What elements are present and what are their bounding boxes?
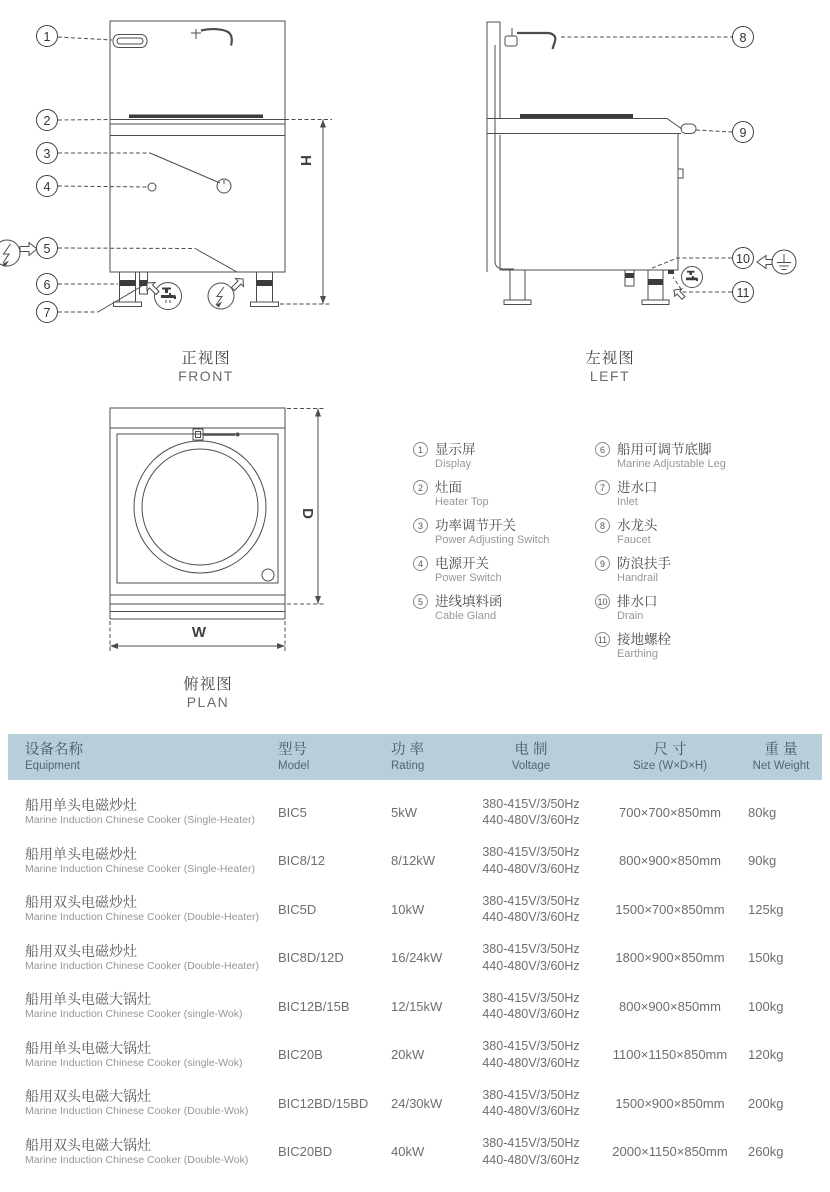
equipment-name-cn: 船用双头电磁炒灶 xyxy=(25,942,137,959)
header-rating-cn: 功 率 xyxy=(391,742,425,758)
voltage-line-2: 440-480V/3/60Hz xyxy=(482,1104,580,1119)
plan-title-cn: 俯视图 xyxy=(183,676,233,693)
legend-item xyxy=(595,555,780,586)
display-glyph xyxy=(113,35,147,48)
table-row xyxy=(25,885,822,934)
equipment-cell xyxy=(25,1088,270,1118)
legend-number: 11 xyxy=(595,632,610,647)
weight-cell: 260kg xyxy=(748,1144,784,1160)
model-cell: BIC5 xyxy=(278,804,307,820)
header-model xyxy=(270,741,382,773)
front-title-en: FRONT xyxy=(178,368,234,384)
legend-item xyxy=(413,555,598,586)
legend-number: 4 xyxy=(413,556,428,571)
legend-label-en: Inlet xyxy=(617,496,638,508)
front-view-drawing xyxy=(0,0,415,345)
header-voltage-en: Voltage xyxy=(511,760,551,772)
weight-cell: 125kg xyxy=(748,901,784,917)
voltage-line-1: 380-415V/3/50Hz xyxy=(482,796,580,811)
legend-label-cn: 灶面 xyxy=(435,480,462,495)
lightning-icon xyxy=(208,279,244,310)
legend-label-en: Faucet xyxy=(617,534,651,546)
voltage-line-1: 380-415V/3/50Hz xyxy=(482,893,580,908)
header-model-en: Model xyxy=(278,760,310,772)
wok-opening xyxy=(134,441,266,573)
legend-label-cn: 排水口 xyxy=(617,594,658,609)
faucet-glyph xyxy=(505,28,555,49)
plan-title-en: PLAN xyxy=(186,694,230,710)
rating-cell: 40kW xyxy=(391,1144,425,1160)
legend-label-cn: 电源开关 xyxy=(435,556,489,571)
header-weight xyxy=(740,741,822,773)
legend-label-cn: 水龙头 xyxy=(617,518,658,533)
equipment-name-cn: 船用单头电磁炒灶 xyxy=(25,845,137,862)
header-weight-en: Net Weight xyxy=(752,760,810,772)
legend-label-en: Heater Top xyxy=(435,496,489,508)
plan-view-drawing xyxy=(60,395,360,665)
voltage-line-1: 380-415V/3/50Hz xyxy=(482,1039,580,1054)
header-size-cn: 尺 寸 xyxy=(653,742,687,758)
legend-column-right xyxy=(595,441,780,669)
table-row xyxy=(25,1128,822,1177)
model-cell: BIC12B/15B xyxy=(278,998,350,1014)
legend-label-cn: 显示屏 xyxy=(435,442,476,457)
weight-cell: 90kg xyxy=(748,853,777,869)
faucet-glyph xyxy=(191,29,232,46)
water-tap-icon xyxy=(147,283,182,310)
legend-label-cn: 船用可调节底脚 xyxy=(617,442,712,457)
callout-11: 11 xyxy=(732,281,754,303)
legend-number: 6 xyxy=(595,442,610,457)
model-cell: BIC20B xyxy=(278,1047,323,1063)
table-row xyxy=(25,1079,822,1128)
voltage-cell xyxy=(462,844,600,877)
rating-cell: 16/24kW xyxy=(391,950,443,966)
legend-item xyxy=(413,441,598,472)
legend-item xyxy=(595,479,780,510)
equipment-name-cn: 船用双头电磁大锅灶 xyxy=(25,1136,151,1153)
legend-number: 7 xyxy=(595,480,610,495)
size-cell: 1500×700×850mm xyxy=(615,901,725,917)
earthing-icon xyxy=(757,250,796,274)
header-rating xyxy=(382,741,462,773)
voltage-line-2: 440-480V/3/60Hz xyxy=(482,1007,580,1022)
header-size-en: Size (W×D×H) xyxy=(632,760,708,772)
voltage-cell xyxy=(462,796,600,829)
callout-6: 6 xyxy=(36,273,58,295)
legend-item xyxy=(595,517,780,548)
legend-item xyxy=(595,631,780,662)
legend-item xyxy=(413,593,598,624)
size-cell: 1100×1150×850mm xyxy=(612,1047,728,1063)
callout-5: 5 xyxy=(36,237,58,259)
equipment-cell xyxy=(25,846,270,876)
table-row xyxy=(25,788,822,837)
legend-item xyxy=(413,479,598,510)
header-weight-cn: 重 量 xyxy=(764,742,798,758)
equipment-name-cn: 船用单头电磁大锅灶 xyxy=(25,991,151,1008)
legend-label-en: Drain xyxy=(617,610,644,622)
callout-2: 2 xyxy=(36,109,58,131)
dim-label-w: W xyxy=(191,624,207,641)
equipment-cell xyxy=(25,894,270,924)
voltage-cell xyxy=(462,1135,600,1168)
equipment-name-cn: 船用双头电磁大锅灶 xyxy=(25,1088,151,1105)
weight-cell: 100kg xyxy=(748,998,784,1014)
voltage-cell xyxy=(462,893,600,926)
water-tap-icon xyxy=(674,267,703,300)
table-row xyxy=(25,934,822,983)
legend-number: 10 xyxy=(595,594,610,609)
header-rating-en: Rating xyxy=(391,760,425,772)
legend-item xyxy=(595,441,780,472)
voltage-cell xyxy=(462,1087,600,1120)
rating-cell: 5kW xyxy=(391,804,417,820)
rating-cell: 8/12kW xyxy=(391,853,436,869)
table-row xyxy=(25,1031,822,1080)
legend-item xyxy=(413,517,598,548)
legend-label-en: Power Switch xyxy=(435,572,502,584)
header-model-cn: 型号 xyxy=(278,742,307,758)
equipment-cell xyxy=(25,1137,270,1167)
callout-4: 4 xyxy=(36,175,58,197)
legend-number: 8 xyxy=(595,518,610,533)
model-cell: BIC12BD/15BD xyxy=(278,1095,369,1111)
plan-view-title xyxy=(143,675,273,711)
legend-number: 5 xyxy=(413,594,428,609)
legend-label-en: Cable Gland xyxy=(435,610,497,622)
header-size xyxy=(600,741,740,773)
equipment-cell xyxy=(25,797,270,827)
callout-10: 10 xyxy=(732,247,754,269)
legend-label-cn: 进线填料函 xyxy=(435,594,503,609)
voltage-cell xyxy=(462,1038,600,1071)
legend-label-en: Earthing xyxy=(617,648,658,660)
callout-3: 3 xyxy=(36,142,58,164)
legend-number: 2 xyxy=(413,480,428,495)
dim-label-h: H xyxy=(296,155,314,166)
equipment-name-en: Marine Induction Chinese Cooker (Double-Heater) xyxy=(25,959,260,972)
callout-1: 1 xyxy=(36,25,58,47)
voltage-line-1: 380-415V/3/50Hz xyxy=(482,942,580,957)
weight-cell: 80kg xyxy=(748,804,777,820)
legend-label-cn: 进水口 xyxy=(617,480,658,495)
voltage-line-2: 440-480V/3/60Hz xyxy=(482,910,580,925)
weight-cell: 120kg xyxy=(748,1047,784,1063)
equipment-cell xyxy=(25,943,270,973)
handrail-glyph xyxy=(681,124,696,134)
voltage-line-1: 380-415V/3/50Hz xyxy=(482,845,580,860)
left-view-drawing xyxy=(415,0,830,345)
rating-cell: 10kW xyxy=(391,901,425,917)
equipment-cell xyxy=(25,1040,270,1070)
callout-7: 7 xyxy=(36,301,58,323)
left-title-en: LEFT xyxy=(589,368,631,384)
voltage-line-2: 440-480V/3/60Hz xyxy=(482,1055,580,1070)
rating-cell: 20kW xyxy=(391,1047,425,1063)
legend-number: 9 xyxy=(595,556,610,571)
legend-label-en: Power Adjusting Switch xyxy=(435,534,550,546)
voltage-line-1: 380-415V/3/50Hz xyxy=(482,1087,580,1102)
dim-label-d: D xyxy=(298,508,316,519)
legend-label-cn: 接地螺栓 xyxy=(617,632,671,647)
weight-cell: 200kg xyxy=(748,1095,784,1111)
header-equipment-cn: 设备名称 xyxy=(25,742,83,758)
voltage-line-2: 440-480V/3/60Hz xyxy=(482,861,580,876)
lightning-icon xyxy=(0,240,37,267)
rating-cell: 12/15kW xyxy=(391,998,443,1014)
size-cell: 1500×900×850mm xyxy=(615,1095,725,1111)
header-equipment xyxy=(25,741,270,773)
header-equipment-en: Equipment xyxy=(25,760,80,772)
front-view-title xyxy=(141,349,271,385)
voltage-line-2: 440-480V/3/60Hz xyxy=(482,958,580,973)
equipment-name-cn: 船用单头电磁大锅灶 xyxy=(25,1039,151,1056)
weight-cell: 150kg xyxy=(748,950,784,966)
model-cell: BIC8D/12D xyxy=(278,950,344,966)
size-cell: 800×900×850mm xyxy=(619,853,721,869)
legend-number: 1 xyxy=(413,442,428,457)
equipment-name-en: Marine Induction Chinese Cooker (single-Wok) xyxy=(25,1008,243,1021)
callout-9: 9 xyxy=(732,121,754,143)
equipment-name-en: Marine Induction Chinese Cooker (Single-Heater) xyxy=(25,814,255,827)
legend-item xyxy=(595,593,780,624)
model-cell: BIC5D xyxy=(278,901,317,917)
voltage-line-1: 380-415V/3/50Hz xyxy=(482,1136,580,1151)
voltage-line-1: 380-415V/3/50Hz xyxy=(482,990,580,1005)
equipment-name-en: Marine Induction Chinese Cooker (single-Wok) xyxy=(25,1056,243,1069)
left-title-cn: 左视图 xyxy=(585,350,635,367)
equipment-name-cn: 船用单头电磁炒灶 xyxy=(25,797,137,814)
spec-table-body xyxy=(8,788,822,1176)
equipment-cell xyxy=(25,991,270,1021)
legend-number: 3 xyxy=(413,518,428,533)
legend-label-en: Marine Adjustable Leg xyxy=(617,458,726,470)
rating-cell: 24/30kW xyxy=(391,1095,443,1111)
voltage-cell xyxy=(462,941,600,974)
equipment-name-cn: 船用双头电磁炒灶 xyxy=(25,894,137,911)
header-voltage-cn: 电 制 xyxy=(514,742,548,758)
size-cell: 800×900×850mm xyxy=(619,998,721,1014)
drain-hole xyxy=(262,569,274,581)
table-row xyxy=(25,837,822,886)
size-cell: 2000×1150×850mm xyxy=(612,1144,728,1160)
voltage-line-2: 440-480V/3/60Hz xyxy=(482,1152,580,1167)
callout-8: 8 xyxy=(732,26,754,48)
legend-label-en: Handrail xyxy=(617,572,658,584)
legend-label-en: Display xyxy=(435,458,472,470)
size-cell: 700×700×850mm xyxy=(619,804,721,820)
left-view-title xyxy=(545,349,675,385)
spec-table-header xyxy=(8,734,822,780)
equipment-name-en: Marine Induction Chinese Cooker (Double-Heater) xyxy=(25,911,260,924)
header-voltage xyxy=(462,741,600,773)
legend-label-cn: 功率调节开关 xyxy=(435,518,516,533)
equipment-name-en: Marine Induction Chinese Cooker (Double-Wok) xyxy=(25,1153,249,1166)
table-row xyxy=(25,982,822,1031)
voltage-cell xyxy=(462,990,600,1023)
legend-label-cn: 防浪扶手 xyxy=(617,556,671,571)
model-cell: BIC8/12 xyxy=(278,853,325,869)
model-cell: BIC20BD xyxy=(278,1144,333,1160)
equipment-name-en: Marine Induction Chinese Cooker (Single-Heater) xyxy=(25,862,255,875)
front-title-cn: 正视图 xyxy=(181,350,231,367)
legend-column-left xyxy=(413,441,598,631)
size-cell: 1800×900×850mm xyxy=(615,950,725,966)
equipment-name-en: Marine Induction Chinese Cooker (Double-Wok) xyxy=(25,1105,249,1118)
voltage-line-2: 440-480V/3/60Hz xyxy=(482,813,580,828)
